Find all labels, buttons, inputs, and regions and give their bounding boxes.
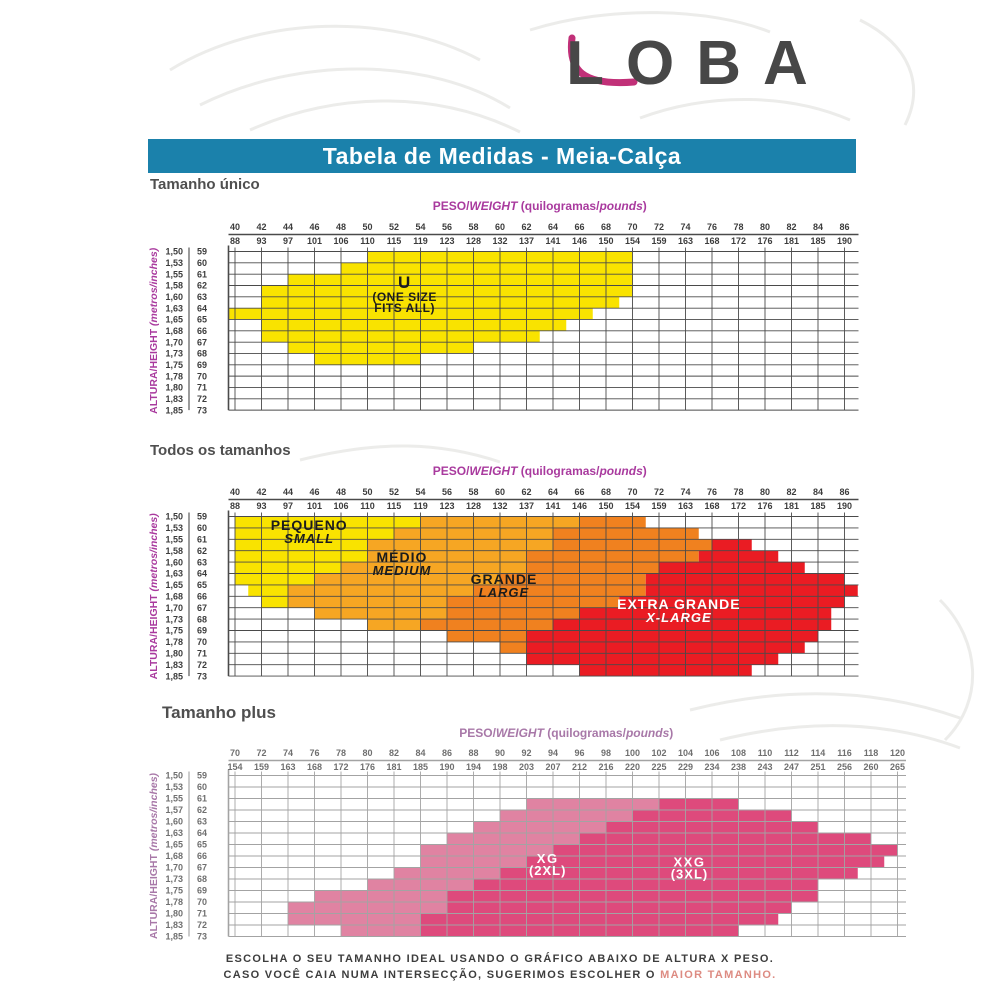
svg-text:68: 68 <box>197 348 208 359</box>
svg-text:119: 119 <box>413 501 428 511</box>
svg-text:132: 132 <box>492 501 508 511</box>
svg-text:1,78: 1,78 <box>165 897 183 908</box>
svg-text:154: 154 <box>624 236 641 246</box>
svg-text:225: 225 <box>651 762 667 772</box>
svg-text:PESO/WEIGHT (quilogramas/pound: PESO/WEIGHT (quilogramas/pounds) <box>459 726 674 740</box>
svg-text:80: 80 <box>759 487 771 497</box>
svg-text:1,73: 1,73 <box>165 874 183 885</box>
svg-text:78: 78 <box>733 487 744 497</box>
svg-text:101: 101 <box>306 501 323 511</box>
svg-text:70: 70 <box>197 637 208 648</box>
svg-text:(3XL): (3XL) <box>670 866 709 882</box>
svg-text:80: 80 <box>362 748 373 758</box>
svg-text:1,63: 1,63 <box>165 303 183 314</box>
svg-text:84: 84 <box>415 748 426 758</box>
svg-text:XG: XG <box>536 850 559 866</box>
svg-text:66: 66 <box>197 591 208 602</box>
svg-text:64: 64 <box>197 828 208 839</box>
svg-text:106: 106 <box>704 748 720 758</box>
svg-text:93: 93 <box>256 501 267 511</box>
svg-text:65: 65 <box>197 580 208 591</box>
svg-text:60: 60 <box>494 487 506 497</box>
svg-text:128: 128 <box>465 236 482 246</box>
svg-text:1,65: 1,65 <box>165 839 183 850</box>
svg-text:52: 52 <box>388 487 400 497</box>
svg-text:62: 62 <box>197 545 208 556</box>
svg-text:63: 63 <box>197 557 208 568</box>
title-bar <box>148 139 856 173</box>
svg-text:108: 108 <box>730 748 747 758</box>
svg-text:168: 168 <box>704 501 720 511</box>
svg-text:110: 110 <box>757 748 773 758</box>
svg-text:56: 56 <box>441 487 453 497</box>
svg-text:44: 44 <box>282 487 294 497</box>
svg-text:1,58: 1,58 <box>165 280 183 291</box>
svg-text:72: 72 <box>197 920 208 931</box>
svg-text:1,50: 1,50 <box>165 246 183 257</box>
svg-text:90: 90 <box>494 748 506 758</box>
svg-text:73: 73 <box>197 405 208 416</box>
svg-text:74: 74 <box>282 748 294 758</box>
svg-text:163: 163 <box>677 236 694 246</box>
svg-text:154: 154 <box>624 501 641 511</box>
logo-text: LOBA <box>566 29 830 98</box>
svg-text:67: 67 <box>197 602 208 613</box>
svg-text:56: 56 <box>441 222 453 232</box>
svg-text:154: 154 <box>227 762 243 772</box>
svg-text:46: 46 <box>309 222 320 232</box>
svg-text:(ONE SIZE: (ONE SIZE <box>372 289 437 304</box>
svg-text:150: 150 <box>598 501 614 511</box>
svg-text:48: 48 <box>335 487 347 497</box>
svg-text:73: 73 <box>197 671 208 682</box>
svg-text:82: 82 <box>786 222 797 232</box>
svg-text:68: 68 <box>197 874 208 885</box>
svg-text:118: 118 <box>863 748 879 758</box>
svg-text:260: 260 <box>863 762 879 772</box>
svg-text:132: 132 <box>492 236 508 246</box>
svg-text:190: 190 <box>836 501 853 511</box>
svg-text:70: 70 <box>197 371 208 382</box>
svg-text:1,78: 1,78 <box>165 371 183 382</box>
svg-text:97: 97 <box>282 236 294 246</box>
svg-text:1,75: 1,75 <box>165 885 183 896</box>
svg-text:163: 163 <box>677 501 694 511</box>
svg-text:59: 59 <box>197 246 208 257</box>
svg-text:190: 190 <box>439 762 455 772</box>
svg-text:176: 176 <box>757 501 773 511</box>
svg-text:1,68: 1,68 <box>165 591 183 602</box>
svg-text:88: 88 <box>229 501 241 511</box>
svg-text:66: 66 <box>197 851 208 862</box>
svg-text:74: 74 <box>680 487 691 497</box>
svg-text:159: 159 <box>253 762 270 772</box>
svg-text:1,55: 1,55 <box>165 534 183 545</box>
svg-text:1,80: 1,80 <box>165 648 183 659</box>
svg-text:116: 116 <box>837 748 852 758</box>
svg-text:1,68: 1,68 <box>165 851 183 862</box>
svg-text:ALTURA/HEIGHT (metros/inches): ALTURA/HEIGHT (metros/inches) <box>148 247 160 414</box>
svg-text:65: 65 <box>197 839 208 850</box>
svg-text:123: 123 <box>439 501 455 511</box>
svg-text:115: 115 <box>386 236 402 246</box>
svg-text:207: 207 <box>545 762 561 772</box>
svg-text:94: 94 <box>547 748 559 758</box>
svg-text:69: 69 <box>197 625 208 636</box>
svg-text:1,85: 1,85 <box>165 931 183 942</box>
svg-text:146: 146 <box>571 501 588 511</box>
svg-text:1,60: 1,60 <box>165 557 183 568</box>
svg-text:92: 92 <box>521 748 532 758</box>
svg-text:1,78: 1,78 <box>165 637 183 648</box>
svg-text:163: 163 <box>280 762 296 772</box>
svg-text:137: 137 <box>518 236 535 246</box>
svg-text:98: 98 <box>600 748 612 758</box>
svg-text:78: 78 <box>335 748 347 758</box>
svg-text:68: 68 <box>600 487 612 497</box>
svg-text:198: 198 <box>492 762 508 772</box>
svg-text:72: 72 <box>653 487 665 497</box>
svg-text:119: 119 <box>413 236 428 246</box>
svg-text:64: 64 <box>547 222 559 232</box>
svg-text:1,63: 1,63 <box>165 568 183 579</box>
svg-text:46: 46 <box>309 487 320 497</box>
section-title-todos-os-tamanhos: Todos os tamanhos <box>150 442 291 459</box>
svg-text:76: 76 <box>706 487 718 497</box>
svg-text:97: 97 <box>282 501 294 511</box>
svg-text:62: 62 <box>521 222 532 232</box>
svg-text:60: 60 <box>197 782 208 793</box>
svg-text:69: 69 <box>197 360 208 370</box>
svg-text:69: 69 <box>197 885 208 896</box>
svg-text:59: 59 <box>197 511 208 522</box>
svg-text:1,85: 1,85 <box>165 671 183 682</box>
svg-text:62: 62 <box>521 487 532 497</box>
section-title-tamanho-plus: Tamanho plus <box>162 703 276 722</box>
size-chart-all-sizes <box>0 458 1000 686</box>
footer-highlight: MAIOR TAMANHO. <box>660 969 777 981</box>
page-title: Tabela de Medidas - Meia-Calça <box>322 142 682 169</box>
svg-text:71: 71 <box>197 382 208 393</box>
svg-text:73: 73 <box>197 931 208 942</box>
svg-text:(2XL): (2XL) <box>528 862 567 878</box>
svg-text:44: 44 <box>282 222 294 232</box>
svg-text:SMALL: SMALL <box>284 531 335 547</box>
svg-text:243: 243 <box>757 762 773 772</box>
svg-text:1,58: 1,58 <box>165 545 183 556</box>
svg-text:141: 141 <box>545 236 561 246</box>
svg-text:78: 78 <box>733 222 744 232</box>
svg-text:86: 86 <box>839 487 850 497</box>
svg-text:159: 159 <box>651 501 667 511</box>
svg-text:185: 185 <box>412 762 429 772</box>
svg-text:185: 185 <box>810 501 826 511</box>
svg-text:84: 84 <box>812 487 824 497</box>
svg-text:58: 58 <box>468 487 479 497</box>
svg-text:172: 172 <box>730 501 747 511</box>
svg-text:1,55: 1,55 <box>165 793 183 804</box>
svg-text:190: 190 <box>836 236 853 246</box>
svg-text:1,75: 1,75 <box>165 360 183 370</box>
svg-text:76: 76 <box>309 748 320 758</box>
svg-text:172: 172 <box>333 762 349 772</box>
svg-text:U: U <box>397 272 412 292</box>
svg-text:216: 216 <box>598 762 614 772</box>
svg-text:172: 172 <box>730 236 747 246</box>
svg-text:128: 128 <box>465 501 482 511</box>
svg-text:106: 106 <box>333 501 349 511</box>
svg-text:X-LARGE: X-LARGE <box>646 609 712 625</box>
svg-text:48: 48 <box>335 222 347 232</box>
svg-text:110: 110 <box>360 501 375 511</box>
svg-text:1,85: 1,85 <box>165 405 183 416</box>
svg-text:71: 71 <box>197 648 208 659</box>
svg-text:42: 42 <box>256 222 267 232</box>
svg-text:1,60: 1,60 <box>165 816 183 827</box>
svg-text:40: 40 <box>229 487 241 497</box>
svg-text:84: 84 <box>812 222 824 232</box>
svg-text:256: 256 <box>836 762 853 772</box>
svg-text:102: 102 <box>651 748 667 758</box>
svg-text:1,50: 1,50 <box>165 770 183 781</box>
svg-text:86: 86 <box>441 748 453 758</box>
svg-text:1,68: 1,68 <box>165 326 183 337</box>
svg-text:50: 50 <box>362 222 373 232</box>
svg-text:1,70: 1,70 <box>165 862 183 873</box>
svg-text:168: 168 <box>704 236 720 246</box>
svg-text:67: 67 <box>197 337 208 348</box>
svg-text:71: 71 <box>197 908 208 919</box>
svg-text:181: 181 <box>783 236 800 246</box>
svg-text:MEDIUM: MEDIUM <box>372 563 432 579</box>
svg-text:181: 181 <box>386 762 402 772</box>
svg-text:203: 203 <box>518 762 535 772</box>
svg-text:168: 168 <box>306 762 323 772</box>
svg-text:1,63: 1,63 <box>165 828 183 839</box>
svg-text:72: 72 <box>197 393 208 404</box>
svg-text:120: 120 <box>889 748 906 758</box>
svg-text:PEQUENO: PEQUENO <box>270 517 348 534</box>
svg-text:1,55: 1,55 <box>165 269 183 280</box>
svg-text:112: 112 <box>784 748 799 758</box>
svg-text:64: 64 <box>547 487 559 497</box>
svg-text:64: 64 <box>197 568 208 579</box>
svg-text:1,83: 1,83 <box>165 920 183 931</box>
svg-text:62: 62 <box>197 805 208 816</box>
svg-text:93: 93 <box>256 236 267 246</box>
svg-text:66: 66 <box>574 487 585 497</box>
svg-text:MÉDIO: MÉDIO <box>376 549 428 566</box>
size-chart-plus <box>0 720 1000 944</box>
svg-text:194: 194 <box>465 762 482 772</box>
svg-text:61: 61 <box>197 793 208 804</box>
svg-text:80: 80 <box>759 222 771 232</box>
svg-text:50: 50 <box>362 487 373 497</box>
svg-text:74: 74 <box>680 222 691 232</box>
svg-text:88: 88 <box>229 236 241 246</box>
svg-text:247: 247 <box>783 762 800 772</box>
svg-text:100: 100 <box>624 748 641 758</box>
svg-text:62: 62 <box>197 280 208 291</box>
footer-line-2 <box>0 967 1000 983</box>
svg-text:ALTURA/HEIGHT (metros/inches): ALTURA/HEIGHT (metros/inches) <box>148 513 160 680</box>
svg-text:1,65: 1,65 <box>165 580 183 591</box>
svg-text:1,53: 1,53 <box>165 782 183 793</box>
svg-text:72: 72 <box>256 748 267 758</box>
svg-text:59: 59 <box>197 770 208 781</box>
svg-text:1,80: 1,80 <box>165 908 183 919</box>
footer-line-2-text: CASO VOCÊ CAIA NUMA INTERSECÇÃO, SUGERIMOS ESCOLHER O <box>223 969 661 981</box>
svg-text:67: 67 <box>197 862 208 873</box>
svg-text:234: 234 <box>704 762 720 772</box>
footer-instructions <box>0 951 1000 983</box>
svg-text:68: 68 <box>197 614 208 625</box>
svg-text:114: 114 <box>810 748 826 758</box>
svg-text:66: 66 <box>197 326 208 337</box>
svg-text:64: 64 <box>197 303 208 314</box>
svg-text:1,83: 1,83 <box>165 393 183 404</box>
svg-text:220: 220 <box>624 762 641 772</box>
svg-text:86: 86 <box>839 222 850 232</box>
svg-text:104: 104 <box>677 748 694 758</box>
svg-text:265: 265 <box>889 762 906 772</box>
svg-text:1,80: 1,80 <box>165 382 183 393</box>
svg-text:54: 54 <box>415 487 426 497</box>
svg-text:137: 137 <box>518 501 535 511</box>
svg-text:1,60: 1,60 <box>165 292 183 303</box>
svg-text:1,70: 1,70 <box>165 602 183 613</box>
svg-text:1,73: 1,73 <box>165 614 183 625</box>
svg-text:52: 52 <box>388 222 400 232</box>
svg-text:1,53: 1,53 <box>165 523 183 534</box>
svg-text:61: 61 <box>197 534 208 545</box>
svg-text:82: 82 <box>388 748 400 758</box>
svg-text:65: 65 <box>197 314 208 325</box>
svg-text:1,57: 1,57 <box>165 805 183 816</box>
svg-text:106: 106 <box>333 236 349 246</box>
svg-text:70: 70 <box>197 897 208 908</box>
svg-text:60: 60 <box>494 222 506 232</box>
svg-text:1,75: 1,75 <box>165 625 183 636</box>
svg-text:150: 150 <box>598 236 614 246</box>
svg-text:63: 63 <box>197 292 208 303</box>
svg-text:70: 70 <box>627 487 638 497</box>
svg-text:70: 70 <box>627 222 638 232</box>
svg-text:115: 115 <box>386 501 402 511</box>
svg-text:63: 63 <box>197 816 208 827</box>
svg-text:176: 176 <box>359 762 376 772</box>
svg-text:60: 60 <box>197 258 208 269</box>
svg-text:72: 72 <box>197 659 208 670</box>
size-chart-one-size <box>0 193 1000 423</box>
svg-text:181: 181 <box>783 501 800 511</box>
svg-text:70: 70 <box>229 748 241 758</box>
svg-text:40: 40 <box>229 222 241 232</box>
svg-text:212: 212 <box>571 762 588 772</box>
svg-text:238: 238 <box>730 762 747 772</box>
svg-text:88: 88 <box>468 748 479 758</box>
svg-text:76: 76 <box>706 222 718 232</box>
svg-text:176: 176 <box>757 236 773 246</box>
footer-line-1: ESCOLHA O SEU TAMANHO IDEAL USANDO O GRÁFICO ABAIXO DE ALTURA X PESO. <box>225 953 775 965</box>
svg-text:123: 123 <box>439 236 455 246</box>
svg-text:PESO/WEIGHT (quilogramas/pound: PESO/WEIGHT (quilogramas/pounds) <box>432 464 647 478</box>
svg-text:82: 82 <box>786 487 797 497</box>
svg-text:66: 66 <box>574 222 585 232</box>
svg-text:1,83: 1,83 <box>165 659 183 670</box>
svg-text:72: 72 <box>653 222 665 232</box>
svg-text:54: 54 <box>415 222 426 232</box>
svg-text:68: 68 <box>600 222 612 232</box>
svg-text:96: 96 <box>574 748 585 758</box>
section-title-tamanho-unico: Tamanho único <box>150 176 260 193</box>
svg-text:1,53: 1,53 <box>165 258 183 269</box>
svg-text:251: 251 <box>810 762 826 772</box>
svg-text:GRANDE: GRANDE <box>470 570 538 587</box>
svg-text:LARGE: LARGE <box>478 584 530 600</box>
svg-text:PESO/WEIGHT (quilogramas/pound: PESO/WEIGHT (quilogramas/pounds) <box>432 199 647 213</box>
svg-text:101: 101 <box>306 236 323 246</box>
svg-text:110: 110 <box>360 236 375 246</box>
svg-text:58: 58 <box>468 222 479 232</box>
svg-text:60: 60 <box>197 523 208 534</box>
svg-text:EXTRA GRANDE: EXTRA GRANDE <box>617 595 741 612</box>
svg-text:1,65: 1,65 <box>165 314 183 325</box>
svg-text:229: 229 <box>677 762 694 772</box>
svg-text:159: 159 <box>651 236 667 246</box>
svg-text:1,50: 1,50 <box>165 511 183 522</box>
svg-text:1,73: 1,73 <box>165 348 183 359</box>
svg-text:141: 141 <box>545 501 561 511</box>
svg-text:185: 185 <box>810 236 826 246</box>
svg-text:ALTURA/HEIGHT (metros/inches): ALTURA/HEIGHT (metros/inches) <box>148 772 160 940</box>
brand-logo <box>520 16 840 113</box>
svg-text:42: 42 <box>256 487 267 497</box>
svg-text:61: 61 <box>197 269 208 280</box>
svg-text:146: 146 <box>571 236 588 246</box>
svg-text:1,70: 1,70 <box>165 337 183 348</box>
svg-text:XXG: XXG <box>673 854 706 870</box>
svg-text:FITS ALL): FITS ALL) <box>374 300 435 315</box>
